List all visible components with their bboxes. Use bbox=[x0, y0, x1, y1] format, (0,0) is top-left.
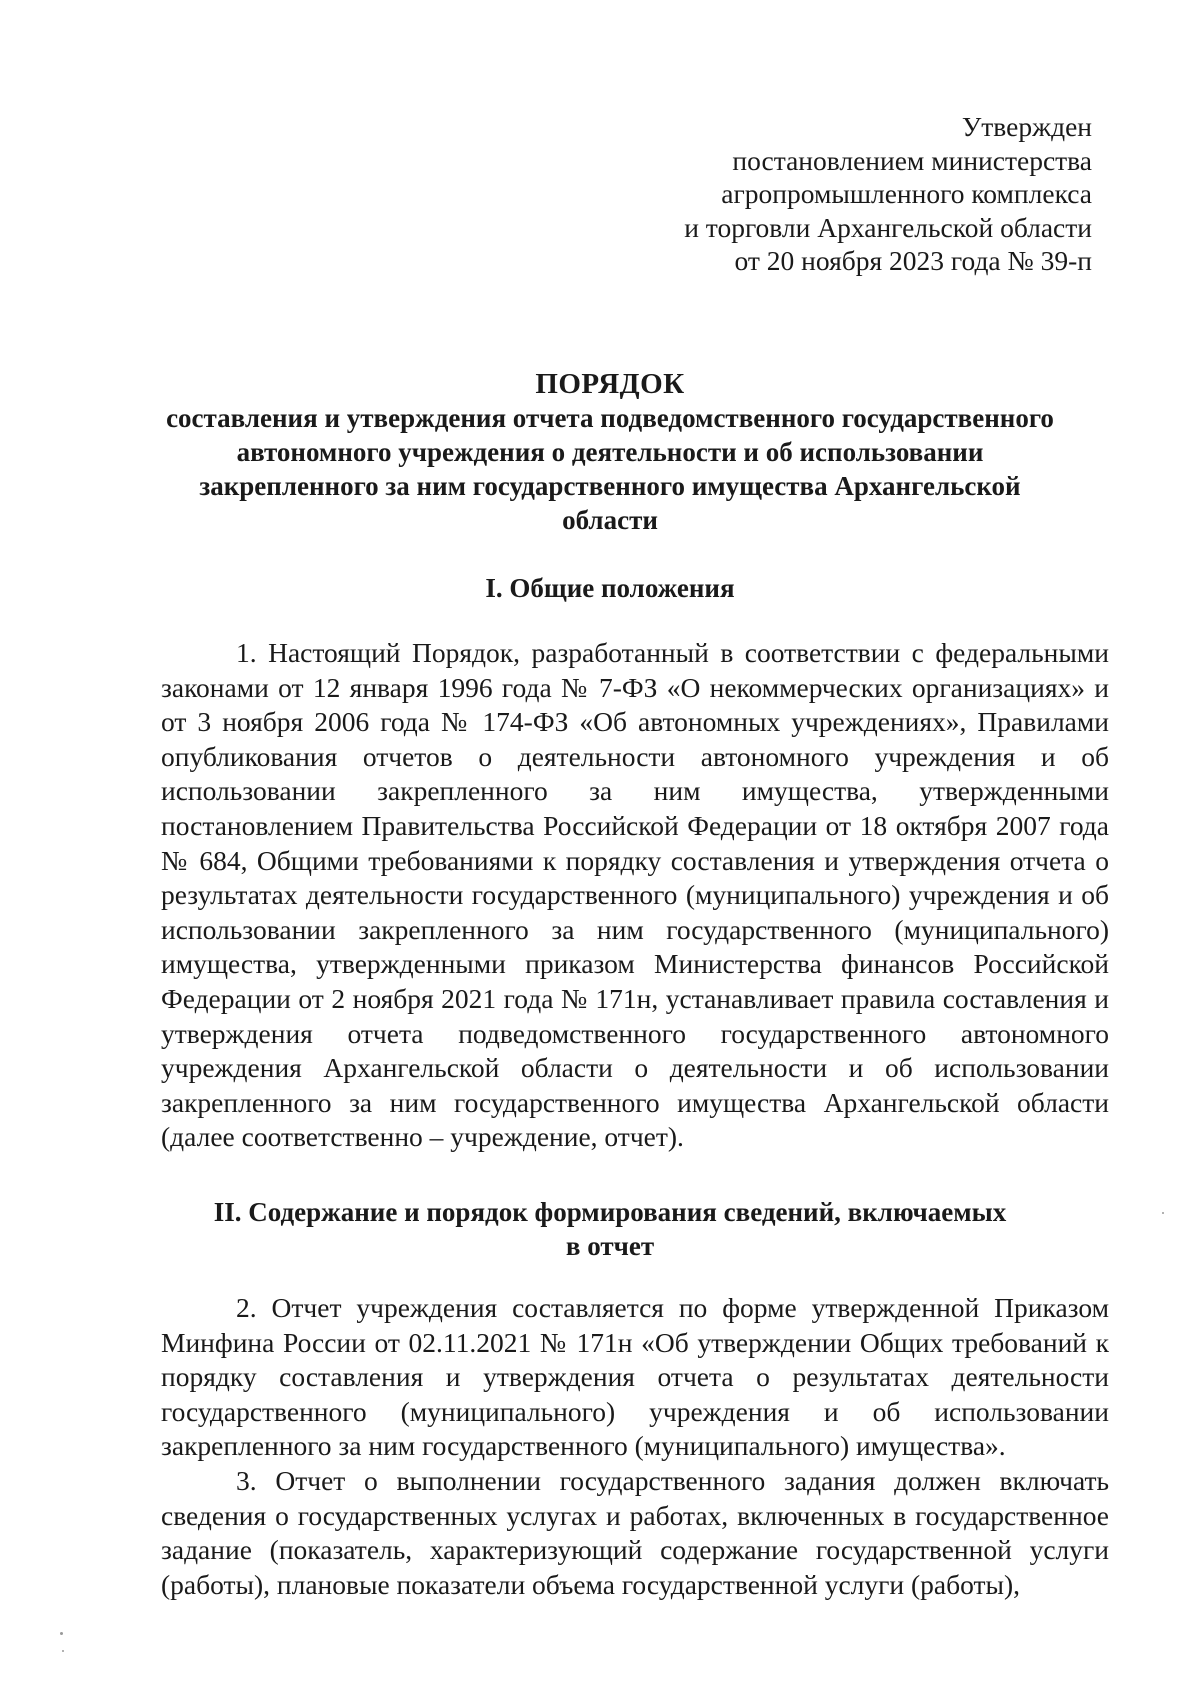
section-1-body bbox=[161, 636, 1109, 1155]
approval-stamp bbox=[684, 110, 1092, 278]
subtitle-line: области bbox=[562, 505, 658, 535]
section-2-heading-line: в отчет bbox=[565, 1231, 655, 1261]
subtitle-line: закрепленного за ним государственного имущества Архангельской bbox=[199, 471, 1021, 501]
paragraph-2: 2. Отчет учреждения составляется по форме утвержденной Приказом Минфина России от 02.11.2021 № 171н «Об утверждении Общих требований к порядку составления и утверждения отчета о результатах деятельности государственного (муниципального) учреждения и об использовании закрепленного за ним государственного (муниципального) имущества». bbox=[161, 1292, 1109, 1462]
approval-line: от 20 ноября 2023 года № 39-п bbox=[734, 245, 1092, 276]
section-1-heading: I. Общие положения bbox=[485, 573, 735, 603]
approval-line: агропромышленного комплекса bbox=[721, 178, 1092, 209]
subtitle-line: составления и утверждения отчета подведомственного государственного bbox=[166, 403, 1054, 433]
document-title: ПОРЯДОК bbox=[535, 368, 685, 400]
document-title-block bbox=[150, 367, 1070, 537]
scan-speck bbox=[60, 1632, 63, 1635]
approval-line: и торговли Архангельской области bbox=[684, 211, 1092, 243]
document-subtitle bbox=[150, 401, 1070, 537]
section-2-heading bbox=[150, 1195, 1070, 1263]
section-2-body bbox=[161, 1291, 1109, 1602]
paragraph-3: 3. Отчет о выполнении государственного задания должен включать сведения о государственных услугах и работах, включенных в государственное задание (показатель, характеризующий содержание государственной услуги (работы), плановые показатели объема государственной услуги (работы), bbox=[161, 1464, 1109, 1600]
section-2-heading-line: II. Содержание и порядок формирования сведений, включаемых bbox=[213, 1197, 1007, 1227]
scan-speck bbox=[1162, 1212, 1164, 1214]
scan-speck bbox=[62, 1650, 64, 1652]
subtitle-line: автономного учреждения о деятельности и об использовании bbox=[236, 437, 984, 467]
approval-line: Утвержден bbox=[961, 111, 1092, 142]
approval-line: постановлением министерства bbox=[732, 144, 1092, 176]
paragraph-1: 1. Настоящий Порядок, разработанный в соответствии с федеральными законами от 12 января 1996 года № 7-ФЗ «О некоммерческих организациях» и от 3 ноября 2006 года № 174-ФЗ «Об автономных учреждениях», Правилами опубликования отчетов о деятельности автономного учреждения и об использовании закрепленного за ним имущества, утвержденными постановлением Правительства Российской Федерации от 18 октября 2007 года № 684, Общими требованиями к порядку составления и утверждения отчета о результатах деятельности государственного (муниципального) учреждения и об использовании закрепленного за ним государственного (муниципального) имущества, утвержденными приказом Министерства финансов Российской Федерации от 2 ноября 2021 года № 171н, устанавливает правила составления и утверждения отчета подведомственного государственного автономного учреждения Архангельской области о деятельности и об использовании закрепленного за ним государственного имущества Архангельской области (далее соответственно – учреждение, отчет). bbox=[161, 637, 1109, 1153]
